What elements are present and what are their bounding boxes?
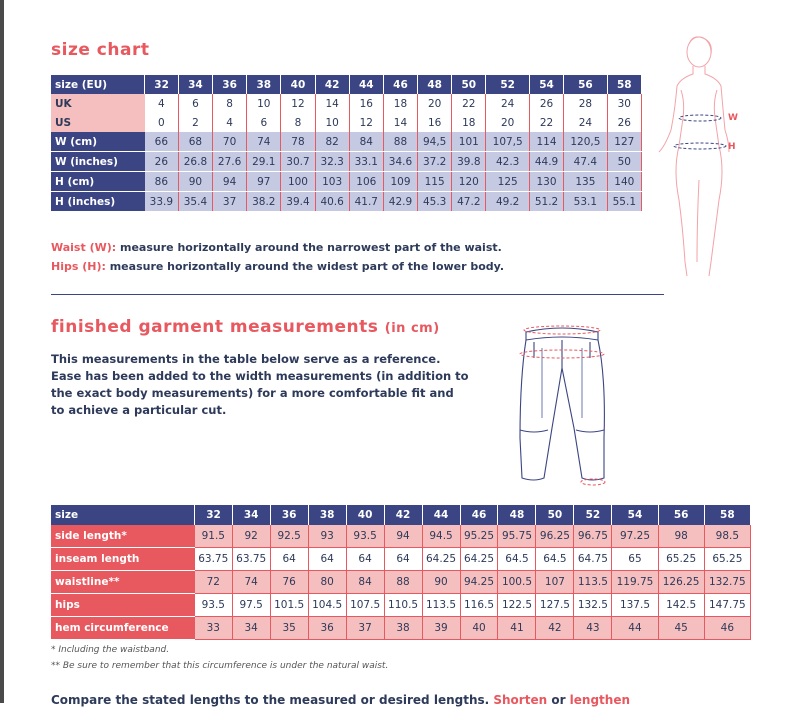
garment-cell: 37 (346, 617, 384, 640)
garment-cell: 33 (195, 617, 232, 640)
size-chart-row (51, 94, 642, 113)
garment-size-header: 32 (195, 505, 232, 525)
size-chart-cell: 94 (213, 172, 247, 192)
size-chart-cell: 26 (145, 152, 178, 172)
garment-cell: 72 (195, 571, 232, 594)
garment-cell: 42 (536, 617, 574, 640)
size-chart-title: size chart (51, 40, 150, 60)
size-chart-row-label: W (inches) (51, 152, 145, 172)
garment-size-header: 54 (612, 505, 658, 525)
size-chart-cell: 49.2 (486, 192, 530, 212)
size-chart-cell: 74 (247, 132, 281, 152)
garment-row-label: hips (51, 594, 195, 617)
garment-cell: 95.75 (498, 525, 536, 548)
garment-title: finished garment measurements (in cm) (51, 317, 440, 337)
size-chart-cell: 42.3 (486, 152, 530, 172)
size-chart-cell: 35.4 (178, 192, 212, 212)
garment-cell: 119.75 (612, 571, 658, 594)
size-chart-cell: 10 (315, 113, 349, 132)
garment-cell: 64.25 (422, 548, 460, 571)
size-chart-cell: 20 (418, 94, 452, 113)
size-chart-cell: 29.1 (247, 152, 281, 172)
size-chart-cell: 37 (213, 192, 247, 212)
garment-cell: 64.5 (498, 548, 536, 571)
size-chart-cell: 39.8 (452, 152, 486, 172)
garment-cell: 45 (658, 617, 704, 640)
size-chart-size-header: 46 (383, 75, 417, 94)
size-chart-cell: 33.9 (145, 192, 178, 212)
garment-row (51, 548, 751, 571)
size-chart-cell: 4 (213, 113, 247, 132)
size-chart-cell: 30.7 (281, 152, 315, 172)
garment-cell: 76 (270, 571, 308, 594)
size-chart-size-header: 56 (564, 75, 608, 94)
compare-lengths-text: Compare the stated lengths to the measured or desired lengths. Shorten or lengthen (51, 693, 631, 707)
garment-header-row (51, 505, 751, 525)
size-chart-cell: 107,5 (486, 132, 530, 152)
garment-cell: 98.5 (704, 525, 750, 548)
footnote-circumference: ** Be sure to remember that this circumference is under the natural waist. (51, 661, 389, 671)
garment-row-label: side length* (51, 525, 195, 548)
garment-cell: 95.25 (460, 525, 498, 548)
garment-cell: 35 (270, 617, 308, 640)
garment-cell: 92 (232, 525, 270, 548)
size-chart-cell: 22 (529, 113, 563, 132)
garment-cell: 38 (384, 617, 422, 640)
size-chart-row-label: UK (51, 94, 145, 113)
garment-cell: 137.5 (612, 594, 658, 617)
w-figure-label: W (728, 113, 738, 123)
size-chart-cell: 12 (349, 113, 383, 132)
size-chart-cell: 37.2 (418, 152, 452, 172)
size-chart-cell: 39.4 (281, 192, 315, 212)
garment-size-header: 56 (658, 505, 704, 525)
body-figure-illustration (645, 30, 745, 285)
size-chart-cell: 28 (564, 94, 608, 113)
garment-cell: 84 (346, 571, 384, 594)
garment-cell: 107.5 (346, 594, 384, 617)
size-chart-cell: 8 (281, 113, 315, 132)
garment-row-label: hem circumference (51, 617, 195, 640)
size-chart-cell: 109 (383, 172, 417, 192)
size-chart-row (51, 152, 642, 172)
waist-note: Waist (W): measure horizontally around the narrowest part of the waist. (51, 241, 502, 254)
garment-size-header: 58 (704, 505, 750, 525)
size-chart-cell: 125 (486, 172, 530, 192)
size-chart-cell: 53.1 (564, 192, 608, 212)
garment-cell: 36 (308, 617, 346, 640)
garment-cell: 64.25 (460, 548, 498, 571)
garment-cell: 65 (612, 548, 658, 571)
size-chart-cell: 114 (529, 132, 563, 152)
size-chart-size-header: 52 (486, 75, 530, 94)
size-chart-cell: 26 (529, 94, 563, 113)
garment-cell: 100.5 (498, 571, 536, 594)
size-chart-row (51, 172, 642, 192)
size-chart-table (51, 75, 642, 212)
size-chart-cell: 32.3 (315, 152, 349, 172)
size-chart-row (51, 132, 642, 152)
garment-cell: 93.5 (346, 525, 384, 548)
garment-cell: 91.5 (195, 525, 232, 548)
garment-cell: 147.75 (704, 594, 750, 617)
garment-cell: 41 (498, 617, 536, 640)
garment-size-header: 36 (270, 505, 308, 525)
size-chart-cell: 135 (564, 172, 608, 192)
size-chart-cell: 18 (383, 94, 417, 113)
garment-cell: 94 (384, 525, 422, 548)
garment-size-header: 50 (536, 505, 574, 525)
size-chart-cell: 4 (145, 94, 178, 113)
garment-size-header: 42 (384, 505, 422, 525)
size-chart-cell: 106 (349, 172, 383, 192)
garment-cell: 98 (658, 525, 704, 548)
garment-row-label: inseam length (51, 548, 195, 571)
garment-row (51, 525, 751, 548)
size-chart-size-header: 34 (178, 75, 212, 94)
garment-size-header: 34 (232, 505, 270, 525)
size-chart-size-header: 44 (349, 75, 383, 94)
size-chart-header-label: size (EU) (51, 75, 145, 94)
garment-cell: 142.5 (658, 594, 704, 617)
garment-cell: 122.5 (498, 594, 536, 617)
garment-cell: 127.5 (536, 594, 574, 617)
size-chart-cell: 66 (145, 132, 178, 152)
size-chart-cell: 16 (349, 94, 383, 113)
size-chart-cell: 42.9 (383, 192, 417, 212)
size-chart-cell: 100 (281, 172, 315, 192)
size-chart-cell: 41.7 (349, 192, 383, 212)
trousers-illustration (512, 318, 612, 493)
size-chart-cell: 127 (607, 132, 641, 152)
garment-cell: 40 (460, 617, 498, 640)
size-chart-cell: 97 (247, 172, 281, 192)
garment-header-label: size (51, 505, 195, 525)
size-chart-size-header: 48 (418, 75, 452, 94)
garment-cell: 97.5 (232, 594, 270, 617)
size-chart-size-header: 38 (247, 75, 281, 94)
size-chart-cell: 88 (383, 132, 417, 152)
size-chart-cell: 40.6 (315, 192, 349, 212)
size-chart-header-row (51, 75, 642, 94)
garment-cell: 64.5 (536, 548, 574, 571)
garment-cell: 63.75 (232, 548, 270, 571)
size-chart-cell: 84 (349, 132, 383, 152)
size-chart-row (51, 113, 642, 132)
size-chart-cell: 33.1 (349, 152, 383, 172)
garment-size-header: 38 (308, 505, 346, 525)
garment-cell: 34 (232, 617, 270, 640)
garment-cell: 44 (612, 617, 658, 640)
size-chart-size-header: 50 (452, 75, 486, 94)
size-chart-row-label: W (cm) (51, 132, 145, 152)
size-chart-cell: 38.2 (247, 192, 281, 212)
garment-row-label: waistline** (51, 571, 195, 594)
size-chart-cell: 20 (486, 113, 530, 132)
garment-cell: 113.5 (422, 594, 460, 617)
garment-cell: 88 (384, 571, 422, 594)
garment-cell: 39 (422, 617, 460, 640)
size-chart-size-header: 42 (315, 75, 349, 94)
size-chart-cell: 10 (247, 94, 281, 113)
garment-cell: 64 (346, 548, 384, 571)
garment-cell: 93.5 (195, 594, 232, 617)
size-chart-size-header: 40 (281, 75, 315, 94)
size-chart-row-label: US (51, 113, 145, 132)
garment-cell: 94.5 (422, 525, 460, 548)
size-chart-cell: 2 (178, 113, 212, 132)
garment-cell: 93 (308, 525, 346, 548)
size-chart-cell: 51.2 (529, 192, 563, 212)
size-chart-cell: 22 (452, 94, 486, 113)
garment-cell: 90 (422, 571, 460, 594)
garment-cell: 92.5 (270, 525, 308, 548)
size-chart-cell: 26.8 (178, 152, 212, 172)
garment-cell: 96.25 (536, 525, 574, 548)
size-chart-cell: 70 (213, 132, 247, 152)
size-chart-size-header: 36 (213, 75, 247, 94)
garment-size-header: 46 (460, 505, 498, 525)
size-chart-cell: 6 (178, 94, 212, 113)
size-chart-cell: 47.2 (452, 192, 486, 212)
size-chart-cell: 140 (607, 172, 641, 192)
garment-cell: 43 (574, 617, 612, 640)
size-chart-size-header: 58 (607, 75, 641, 94)
garment-cell: 64 (308, 548, 346, 571)
garment-size-header: 52 (574, 505, 612, 525)
size-chart-cell: 34.6 (383, 152, 417, 172)
size-chart-cell: 120 (452, 172, 486, 192)
size-chart-cell: 103 (315, 172, 349, 192)
size-chart-cell: 8 (213, 94, 247, 113)
garment-cell: 64.75 (574, 548, 612, 571)
garment-size-header: 48 (498, 505, 536, 525)
h-figure-label: H (728, 142, 736, 152)
size-chart-cell: 94,5 (418, 132, 452, 152)
garment-cell: 107 (536, 571, 574, 594)
size-chart-row-label: H (cm) (51, 172, 145, 192)
size-chart-cell: 27.6 (213, 152, 247, 172)
size-chart-cell: 45.3 (418, 192, 452, 212)
size-chart-cell: 24 (486, 94, 530, 113)
size-chart-cell: 50 (607, 152, 641, 172)
garment-cell: 96.75 (574, 525, 612, 548)
size-chart-cell: 82 (315, 132, 349, 152)
size-chart-cell: 24 (564, 113, 608, 132)
size-chart-cell: 47.4 (564, 152, 608, 172)
garment-row (51, 594, 751, 617)
garment-cell: 80 (308, 571, 346, 594)
size-chart-row (51, 192, 642, 212)
garment-measurements-table (51, 505, 751, 640)
size-chart-cell: 26 (607, 113, 641, 132)
left-border (0, 0, 4, 703)
garment-cell: 46 (704, 617, 750, 640)
hips-note: Hips (H): measure horizontally around the widest part of the lower body. (51, 260, 505, 273)
garment-cell: 110.5 (384, 594, 422, 617)
size-chart-cell: 0 (145, 113, 178, 132)
size-chart-cell: 18 (452, 113, 486, 132)
garment-size-header: 44 (422, 505, 460, 525)
section-divider (51, 294, 664, 295)
garment-cell: 132.5 (574, 594, 612, 617)
size-chart-size-header: 54 (529, 75, 563, 94)
size-chart-cell: 68 (178, 132, 212, 152)
garment-row (51, 617, 751, 640)
garment-cell: 63.75 (195, 548, 232, 571)
size-chart-cell: 120,5 (564, 132, 608, 152)
size-chart-cell: 78 (281, 132, 315, 152)
garment-cell: 64 (384, 548, 422, 571)
garment-cell: 64 (270, 548, 308, 571)
garment-cell: 94.25 (460, 571, 498, 594)
size-chart-cell: 30 (607, 94, 641, 113)
garment-cell: 113.5 (574, 571, 612, 594)
footnote-waistband: * Including the waistband. (51, 645, 170, 655)
garment-cell: 97.25 (612, 525, 658, 548)
size-chart-cell: 90 (178, 172, 212, 192)
size-chart-cell: 14 (315, 94, 349, 113)
hips-line (674, 143, 726, 149)
size-chart-cell: 12 (281, 94, 315, 113)
size-chart-cell: 86 (145, 172, 178, 192)
garment-size-header: 40 (346, 505, 384, 525)
garment-cell: 65.25 (658, 548, 704, 571)
size-chart-cell: 55.1 (607, 192, 641, 212)
size-chart-cell: 44.9 (529, 152, 563, 172)
garment-cell: 74 (232, 571, 270, 594)
garment-row (51, 571, 751, 594)
garment-cell: 116.5 (460, 594, 498, 617)
garment-cell: 104.5 (308, 594, 346, 617)
garment-cell: 126.25 (658, 571, 704, 594)
size-chart-size-header: 32 (145, 75, 178, 94)
size-chart-cell: 115 (418, 172, 452, 192)
garment-cell: 65.25 (704, 548, 750, 571)
size-chart-row-label: H (inches) (51, 192, 145, 212)
size-chart-cell: 14 (383, 113, 417, 132)
size-chart-cell: 130 (529, 172, 563, 192)
size-chart-cell: 101 (452, 132, 486, 152)
garment-intro: This measurements in the table below serve as a reference. Ease has been added to the width measurements (in addition to the exact body measurements) for a more comfortable fit and to achieve a particular cut. (51, 352, 469, 417)
garment-cell: 101.5 (270, 594, 308, 617)
size-chart-cell: 16 (418, 113, 452, 132)
size-chart-cell: 6 (247, 113, 281, 132)
garment-cell: 132.75 (704, 571, 750, 594)
